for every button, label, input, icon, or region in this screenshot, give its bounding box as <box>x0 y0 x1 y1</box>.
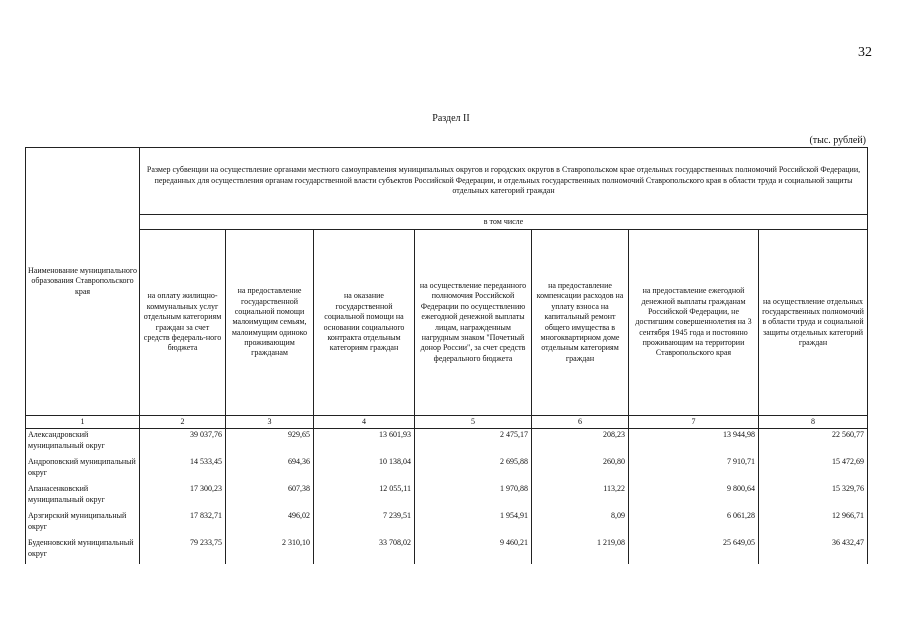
table-row <box>26 456 868 483</box>
value-cell: 17 832,71 <box>140 510 226 537</box>
table-row <box>26 483 868 510</box>
value-cell: 79 233,75 <box>140 537 226 564</box>
value-cell: 6 061,28 <box>629 510 759 537</box>
value-cell: 39 037,76 <box>140 429 226 457</box>
column-number: 3 <box>226 416 314 429</box>
value-cell: 12 055,11 <box>314 483 415 510</box>
value-cell: 9 800,64 <box>629 483 759 510</box>
column-number: 7 <box>629 416 759 429</box>
value-cell: 25 649,05 <box>629 537 759 564</box>
subvention-table <box>25 147 868 564</box>
table-row <box>26 510 868 537</box>
value-cell: 8,09 <box>532 510 629 537</box>
value-cell: 496,02 <box>226 510 314 537</box>
value-cell: 17 300,23 <box>140 483 226 510</box>
value-cell: 929,65 <box>226 429 314 457</box>
value-cell: 607,38 <box>226 483 314 510</box>
value-cell: 14 533,45 <box>140 456 226 483</box>
municipality-name: Буденновский муниципальный округ <box>26 537 140 564</box>
value-cell: 2 310,10 <box>226 537 314 564</box>
units-label: (тыс. рублей) <box>809 135 866 146</box>
column-number: 5 <box>415 416 532 429</box>
page-number: 32 <box>858 45 872 60</box>
column-header: на оказание государственной социальной помощи на основании социального контракта отдельным категориям граждан <box>314 230 415 416</box>
column-number: 1 <box>26 416 140 429</box>
value-cell: 7 910,71 <box>629 456 759 483</box>
municipality-name: Андроповский муниципальный округ <box>26 456 140 483</box>
value-cell: 2 695,88 <box>415 456 532 483</box>
column-header: на предоставление государственной социальной помощи малоимущим семьям, малоимущим одиноко проживающим гражданам <box>226 230 314 416</box>
including-header: в том числе <box>140 215 868 230</box>
name-column-header: Наименование муниципального образования Ставропольского края <box>26 148 140 416</box>
municipality-name: Александровский муниципальный округ <box>26 429 140 457</box>
value-cell: 15 329,76 <box>759 483 868 510</box>
main-header: Размер субвенции на осуществление органами местного самоуправления муниципальных округов и городских округов в Ставропольском крае отдельных государственных полномочий Российской Федерации, переданных для осуществления органам государственной власти субъектов Российской Федерации, и отдельных государственных полномочий Ставропольского края в области труда и социальной защиты отдельных категорий граждан <box>140 148 868 215</box>
municipality-name: Арзгирский муниципальный округ <box>26 510 140 537</box>
column-header: на предоставление компенсации расходов на уплату взноса на капитальный ремонт общего имущества в многоквартирном доме отдельным категориям граждан <box>532 230 629 416</box>
value-cell: 15 472,69 <box>759 456 868 483</box>
column-number: 8 <box>759 416 868 429</box>
column-number: 4 <box>314 416 415 429</box>
column-header: на осуществление отдельных государственных полномочий в области труда и социальной защиты отдельных категорий граждан <box>759 230 868 416</box>
table-row <box>26 537 868 564</box>
column-number: 6 <box>532 416 629 429</box>
value-cell: 260,80 <box>532 456 629 483</box>
value-cell: 113,22 <box>532 483 629 510</box>
table-row <box>26 429 868 457</box>
column-header: на осуществление переданного полномочия Российской Федерации по осуществлению ежегодной денежной выплаты лицам, награжденным нагрудным знаком "Почетный донор России", за счет средств федерального бюджета <box>415 230 532 416</box>
value-cell: 2 475,17 <box>415 429 532 457</box>
municipality-name: Апанасенковский муниципальный округ <box>26 483 140 510</box>
value-cell: 9 460,21 <box>415 537 532 564</box>
value-cell: 12 966,71 <box>759 510 868 537</box>
section-title: Раздел II <box>432 113 470 124</box>
value-cell: 13 944,98 <box>629 429 759 457</box>
value-cell: 1 219,08 <box>532 537 629 564</box>
column-header: на оплату жилищно-коммунальных услуг отдельным категориям граждан за счет средств федераль-ного бюджета <box>140 230 226 416</box>
value-cell: 1 954,91 <box>415 510 532 537</box>
value-cell: 10 138,04 <box>314 456 415 483</box>
value-cell: 33 708,02 <box>314 537 415 564</box>
column-number: 2 <box>140 416 226 429</box>
value-cell: 36 432,47 <box>759 537 868 564</box>
value-cell: 694,36 <box>226 456 314 483</box>
value-cell: 1 970,88 <box>415 483 532 510</box>
value-cell: 208,23 <box>532 429 629 457</box>
value-cell: 22 560,77 <box>759 429 868 457</box>
column-header: на предоставление ежегодной денежной выплаты гражданам Российской Федерации, не достигшим совершеннолетия на 3 сентября 1945 года и постоянно проживающим на территории Ставропольского края <box>629 230 759 416</box>
value-cell: 7 239,51 <box>314 510 415 537</box>
value-cell: 13 601,93 <box>314 429 415 457</box>
